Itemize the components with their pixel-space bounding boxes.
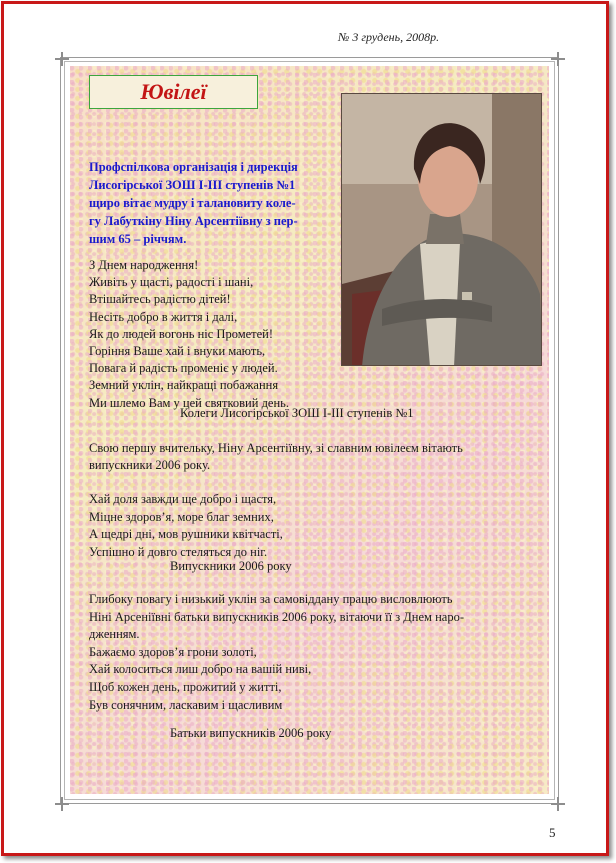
section-title: Ювілеї [140, 79, 207, 104]
signature-colleagues: Колеги Лисогірської ЗОШ І-ІІІ ступенів №1 [180, 406, 414, 420]
signature-graduates: Випускники 2006 року [170, 559, 292, 573]
issue-note: № 3 грудень, 2008р. [338, 30, 440, 44]
corner-mark [55, 797, 69, 811]
paragraph-parents [89, 591, 537, 714]
intro-line: щиро вітає мудру і талановиту коле- [89, 196, 296, 210]
corner-mark [551, 52, 565, 66]
paragraph-line: Ніні Арсеніївні батьки випускників 2006 року, вітаючи її з Днем наро- [89, 609, 464, 624]
intro-line: Профспілкова організація і дирекція [89, 160, 298, 174]
paragraph-line: Щоб кожен день, прожитий у житті, [89, 679, 282, 694]
paragraph-line: Свою першу вчительку, Ніну Арсентіївну, зі славним ювілеєм вітають [89, 441, 463, 455]
poem-line: Міцне здоров’я, море благ земних, [89, 509, 274, 524]
corner-mark [551, 797, 565, 811]
poem-line: Ми шлемо Вам у цей святковий день. [89, 395, 289, 410]
section-title-box [89, 75, 258, 109]
poem-line: Живіть у щасті, радості і шані, [89, 275, 254, 290]
poem-line: Втішайтесь радістю дітей! [89, 292, 231, 307]
paragraph-line: випускники 2006 року. [89, 458, 211, 472]
poem-graduates [89, 491, 389, 561]
intro-line: шим 65 – річчям. [89, 232, 187, 246]
poem-colleagues [89, 257, 389, 412]
page-number: 5 [549, 825, 556, 840]
paragraph-line: Був сонячним, ласкавим і щасливим [89, 697, 283, 712]
paragraph-line: дженням. [89, 627, 140, 642]
poem-line: Несіть добро в життя і далі, [89, 309, 238, 324]
poem-line: З Днем народження! [89, 258, 199, 272]
poem-line: Як до людей вогонь ніс Прометей! [89, 326, 274, 341]
signature-parents: Батьки випускників 2006 року [170, 726, 332, 740]
paragraph-graduates [89, 440, 537, 474]
poem-line: Хай доля завжди ще добро і щастя, [89, 492, 277, 506]
paragraph-line: Хай колоситься лиш добро на вашій ниві, [89, 662, 312, 677]
intro-greeting [89, 158, 339, 248]
poem-line: Повага й радість променіє у людей. [89, 361, 278, 376]
corner-mark [55, 52, 69, 66]
poem-line: А щедрі дні, мов рушники квітчасті, [89, 527, 283, 542]
poem-line: Земний уклін, найкращі побажання [89, 378, 279, 393]
intro-line: Лисогірської ЗОШ І-ІІІ ступенів №1 [89, 178, 296, 192]
paragraph-line: Глибоку повагу і низький уклін за самовіддану працю висловлюють [89, 592, 453, 606]
poem-line: Успішно й довго стеляться до ніг. [89, 544, 268, 559]
intro-line: гу Лабуткіну Ніну Арсентіївну з пер- [89, 214, 298, 228]
paragraph-line: Бажаємо здоров’я грони золоті, [89, 644, 257, 659]
poem-line: Горіння Ваше хай і внуки мають, [89, 344, 266, 359]
